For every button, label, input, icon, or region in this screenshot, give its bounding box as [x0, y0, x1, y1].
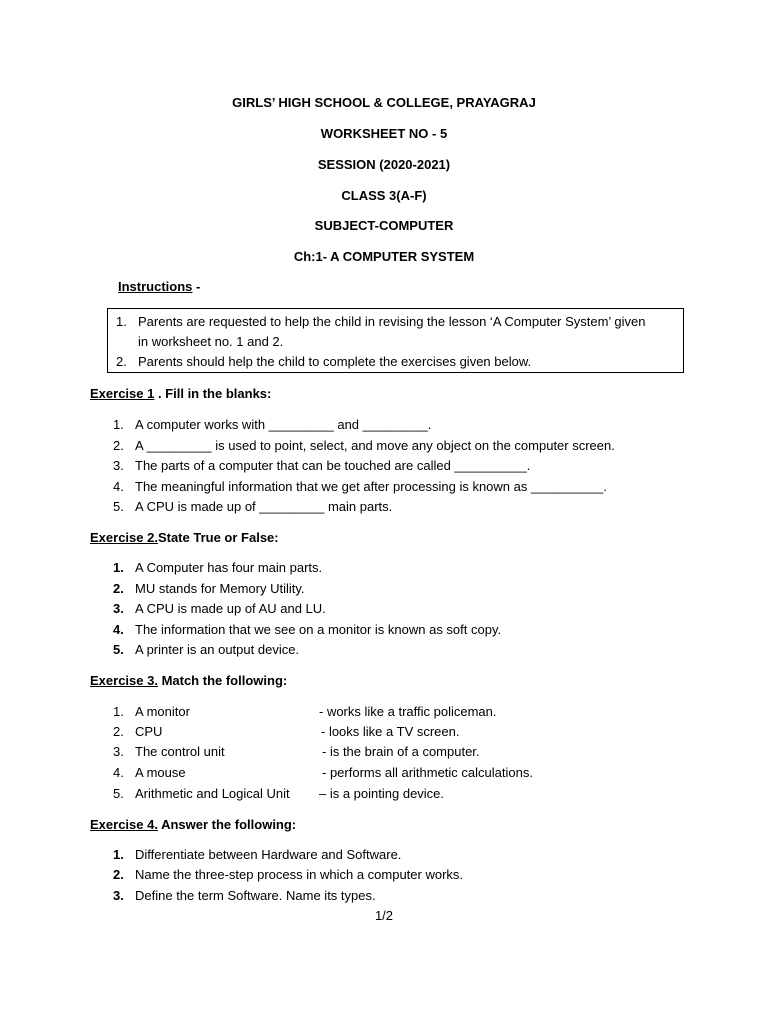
item-text: The parts of a computer that can be touched are called __________. — [135, 458, 531, 473]
item-number: 3. — [113, 601, 124, 616]
match-row — [0, 724, 768, 740]
exercise-1-label: Exercise 1 — [90, 386, 155, 401]
match-right: - works like a traffic policeman. — [319, 704, 497, 719]
session: SESSION (2020-2021) — [317, 157, 451, 172]
item-text: A Computer has four main parts. — [135, 560, 323, 575]
match-left: CPU — [135, 724, 163, 739]
item-text: A _________ is used to point, select, and move any object on the computer screen. — [135, 438, 615, 453]
item-number: 4. — [113, 765, 124, 780]
exercise-4-title: Answer the following: — [157, 817, 297, 832]
list-item — [0, 642, 768, 658]
list-item — [0, 888, 768, 904]
item-text: A computer works with _________ and _________. — [135, 417, 432, 432]
match-right: - is the brain of a computer. — [322, 744, 480, 759]
item-number: 5. — [113, 642, 124, 657]
exercise-3-label: Exercise 3. — [90, 673, 158, 688]
match-left: A monitor — [135, 704, 190, 719]
match-right: – is a pointing device. — [319, 786, 445, 801]
item-text: Define the term Software. Name its types. — [135, 888, 376, 903]
match-left: Arithmetic and Logical Unit — [135, 786, 290, 801]
class: CLASS 3(A-F) — [341, 188, 427, 203]
item-number: 1. — [113, 704, 124, 719]
instructions-heading — [118, 279, 200, 294]
item-text: The meaningful information that we get after processing is known as __________. — [135, 479, 607, 494]
item-number: 3. — [113, 888, 124, 903]
exercise-4-heading — [90, 817, 296, 833]
match-left: The control unit — [135, 744, 225, 759]
list-item — [0, 867, 768, 883]
match-row — [0, 704, 768, 720]
item-number: 2. — [113, 438, 124, 453]
instructions-label: Instructions — [118, 279, 193, 294]
exercise-1-title: . Fill in the blanks: — [154, 386, 272, 401]
match-row — [0, 744, 768, 760]
list-item — [0, 438, 768, 454]
item-number: 3. — [113, 744, 124, 759]
worksheet-number: WORKSHEET NO - 5 — [320, 126, 448, 141]
list-item — [0, 622, 768, 638]
page-number: 1/2 — [374, 908, 394, 923]
instruction-text-continued: in worksheet no. 1 and 2. — [138, 334, 284, 349]
item-text: MU stands for Memory Utility. — [135, 581, 305, 596]
instruction-text: Parents are requested to help the child in revising the lesson ‘A Computer System’ given — [138, 314, 646, 329]
item-text: Name the three-step process in which a computer works. — [135, 867, 464, 882]
chapter-title: Ch:1- A COMPUTER SYSTEM — [293, 249, 475, 264]
item-text: The information that we see on a monitor is known as soft copy. — [135, 622, 502, 637]
exercise-2-label: Exercise 2. — [90, 530, 158, 545]
item-number: 5. — [113, 786, 124, 801]
item-number: 3. — [113, 458, 124, 473]
match-row — [0, 765, 768, 781]
instructions-box — [107, 308, 684, 373]
list-item — [0, 847, 768, 863]
exercise-1-heading — [90, 386, 271, 402]
item-number: 5. — [113, 499, 124, 514]
list-item — [0, 479, 768, 495]
exercise-4-label: Exercise 4. — [90, 817, 158, 832]
exercise-3-title: Match the following: — [157, 673, 288, 688]
item-text: Differentiate between Hardware and Software. — [135, 847, 402, 862]
instruction-number: 1. — [116, 314, 127, 329]
exercise-2-heading — [90, 530, 279, 546]
match-row — [0, 786, 768, 802]
item-number: 2. — [113, 724, 124, 739]
match-right: - looks like a TV screen. — [321, 724, 460, 739]
list-item — [0, 458, 768, 474]
item-text: A printer is an output device. — [135, 642, 300, 657]
list-item — [0, 560, 768, 576]
item-number: 2. — [113, 867, 124, 882]
item-number: 1. — [113, 417, 124, 432]
match-left: A mouse — [135, 765, 186, 780]
item-number: 4. — [113, 622, 124, 637]
list-item — [0, 499, 768, 515]
instruction-text: Parents should help the child to complete the exercises given below. — [138, 354, 532, 369]
match-right: - performs all arithmetic calculations. — [322, 765, 533, 780]
item-text: A CPU is made up of AU and LU. — [135, 601, 326, 616]
subject: SUBJECT-COMPUTER — [314, 218, 454, 233]
item-number: 2. — [113, 581, 124, 596]
school-name: GIRLS’ HIGH SCHOOL & COLLEGE, PRAYAGRAJ — [232, 95, 536, 110]
item-number: 1. — [113, 847, 124, 862]
list-item — [0, 581, 768, 597]
instructions-suffix: - — [192, 279, 201, 294]
item-number: 1. — [113, 560, 124, 575]
exercise-2-title: State True or False: — [157, 530, 279, 545]
instruction-number: 2. — [116, 354, 127, 369]
instruction-item — [108, 314, 683, 350]
list-item — [0, 601, 768, 617]
item-text: A CPU is made up of _________ main parts. — [135, 499, 393, 514]
list-item — [0, 417, 768, 433]
exercise-3-heading — [90, 673, 287, 689]
item-number: 4. — [113, 479, 124, 494]
instruction-item — [108, 354, 683, 370]
